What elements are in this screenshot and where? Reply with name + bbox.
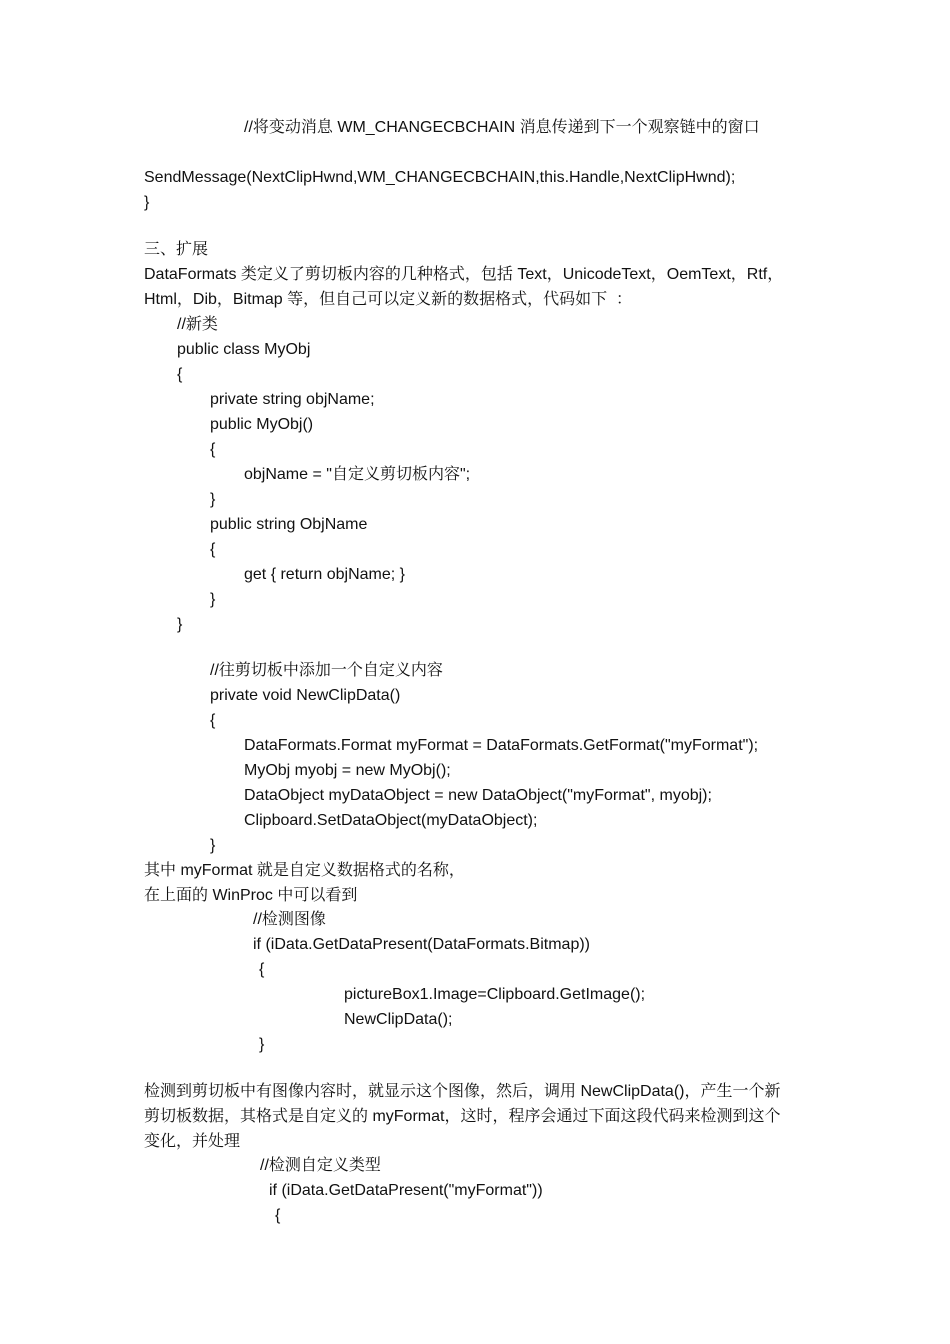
- code-line: pictureBox1.Image=Clipboard.GetImage();: [344, 986, 646, 1003]
- code-line: }: [210, 837, 216, 854]
- code-comment: //新类: [177, 316, 218, 333]
- paragraph-line: DataFormats 类定义了剪切板内容的几种格式，包括 Text，UnicodeText，OemText，Rtf，: [144, 266, 784, 283]
- code-line: objName = "自定义剪切板内容";: [244, 466, 471, 483]
- code-line: {: [210, 541, 216, 558]
- code-line: {: [210, 712, 216, 729]
- code-line: if (iData.GetDataPresent(DataFormats.Bitmap)): [253, 936, 590, 953]
- code-line: private void NewClipData(): [210, 687, 401, 704]
- code-line: {: [275, 1207, 281, 1224]
- code-line: {: [177, 366, 183, 383]
- code-comment: //检测自定义类型: [260, 1157, 381, 1174]
- code-comment: //检测图像: [253, 911, 326, 928]
- code-line: if (iData.GetDataPresent("myFormat")): [269, 1182, 543, 1199]
- paragraph-line: 在上面的 WinProc 中可以看到: [144, 887, 358, 904]
- code-line: public string ObjName: [210, 516, 368, 533]
- code-line: }: [144, 194, 150, 211]
- code-line: {: [259, 961, 265, 978]
- code-line: MyObj myobj = new MyObj();: [244, 762, 451, 779]
- paragraph-line: 变化，并处理: [144, 1133, 241, 1150]
- code-line: DataObject myDataObject = new DataObject("myFormat", myobj);: [244, 787, 712, 804]
- code-line: public class MyObj: [177, 341, 311, 358]
- code-line: }: [210, 591, 216, 608]
- code-line: Clipboard.SetDataObject(myDataObject);: [244, 812, 538, 829]
- paragraph-line: 剪切板数据，其格式是自定义的 myFormat，这时，程序会通过下面这段代码来检测到这个: [144, 1108, 781, 1125]
- code-comment: //往剪切板中添加一个自定义内容: [210, 662, 443, 679]
- paragraph-line: Html，Dib，Bitmap 等，但自己可以定义新的数据格式，代码如下 ：: [144, 291, 633, 308]
- paragraph-line: 检测到剪切板中有图像内容时，就显示这个图像，然后，调用 NewClipData()，产生一个新: [144, 1083, 781, 1100]
- code-line: }: [210, 491, 216, 508]
- code-line: NewClipData();: [344, 1011, 453, 1028]
- code-line: SendMessage(NextClipHwnd,WM_CHANGECBCHAIN,this.Handle,NextClipHwnd);: [144, 169, 736, 186]
- code-line: public MyObj(): [210, 416, 314, 433]
- code-line: {: [210, 441, 216, 458]
- code-comment: //将变动消息 WM_CHANGECBCHAIN 消息传递到下一个观察链中的窗口: [244, 119, 760, 136]
- paragraph-line: 其中 myFormat 就是自定义数据格式的名称，: [144, 862, 465, 879]
- code-line: get { return objName; }: [244, 566, 405, 583]
- code-line: }: [177, 616, 183, 633]
- code-line: }: [259, 1036, 265, 1053]
- section-heading: 三、扩展: [144, 241, 209, 258]
- code-line: DataFormats.Format myFormat = DataFormats.GetFormat("myFormat");: [244, 737, 759, 754]
- code-line: private string objName;: [210, 391, 375, 408]
